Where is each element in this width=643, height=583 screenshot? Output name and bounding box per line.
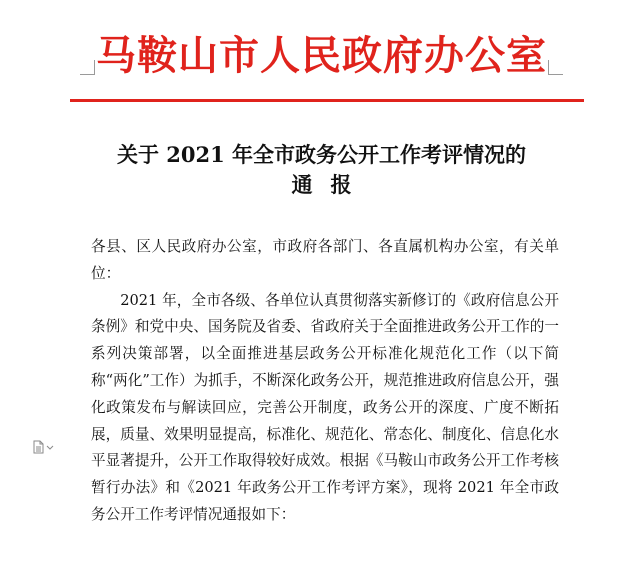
document-title-line1: 关于 2021 年全市政务公开工作考评情况的 [116, 142, 527, 167]
letterhead-org-name: 马鞍山市人民政府办公室 [96, 32, 547, 79]
document-options-icon[interactable] [32, 439, 56, 453]
document-title-line2: 通报 [291, 172, 370, 197]
salutation: 各县、区人民政府办公室，市政府各部门、各直属机构办公室，有关单位： [91, 238, 559, 282]
body-paragraph-1: 2021 年，全市各级、各单位认真贯彻落实新修订的《政府信息公开条例》和党中央、国务院及省委、省政府关于全面推进政务公开工作的一系列决策部署，以全面推进基层政务公开标准化规范化工作（以下简称“两化”工作）为抓手，不断深化政务公开，规范推进政府信息公开，强化政策发布与解读回应，完善公开制度，政务公开的深度、广度不断拓展，质量、效果明显提高，标准化、规范化、常态化、制度化、信息化水平显著提升，公开工作取得较好成效。根据《马鞍山市政务公开工作考核暂行办法》和《2021 年政务公开工作考评方案》，现将 2021 年全市政务公开工作考评情况通报如下： [91, 291, 559, 523]
document-title [0, 140, 643, 200]
letterhead-red-rule [70, 99, 584, 102]
document-body [91, 234, 559, 529]
document-options-glyph [32, 440, 56, 454]
